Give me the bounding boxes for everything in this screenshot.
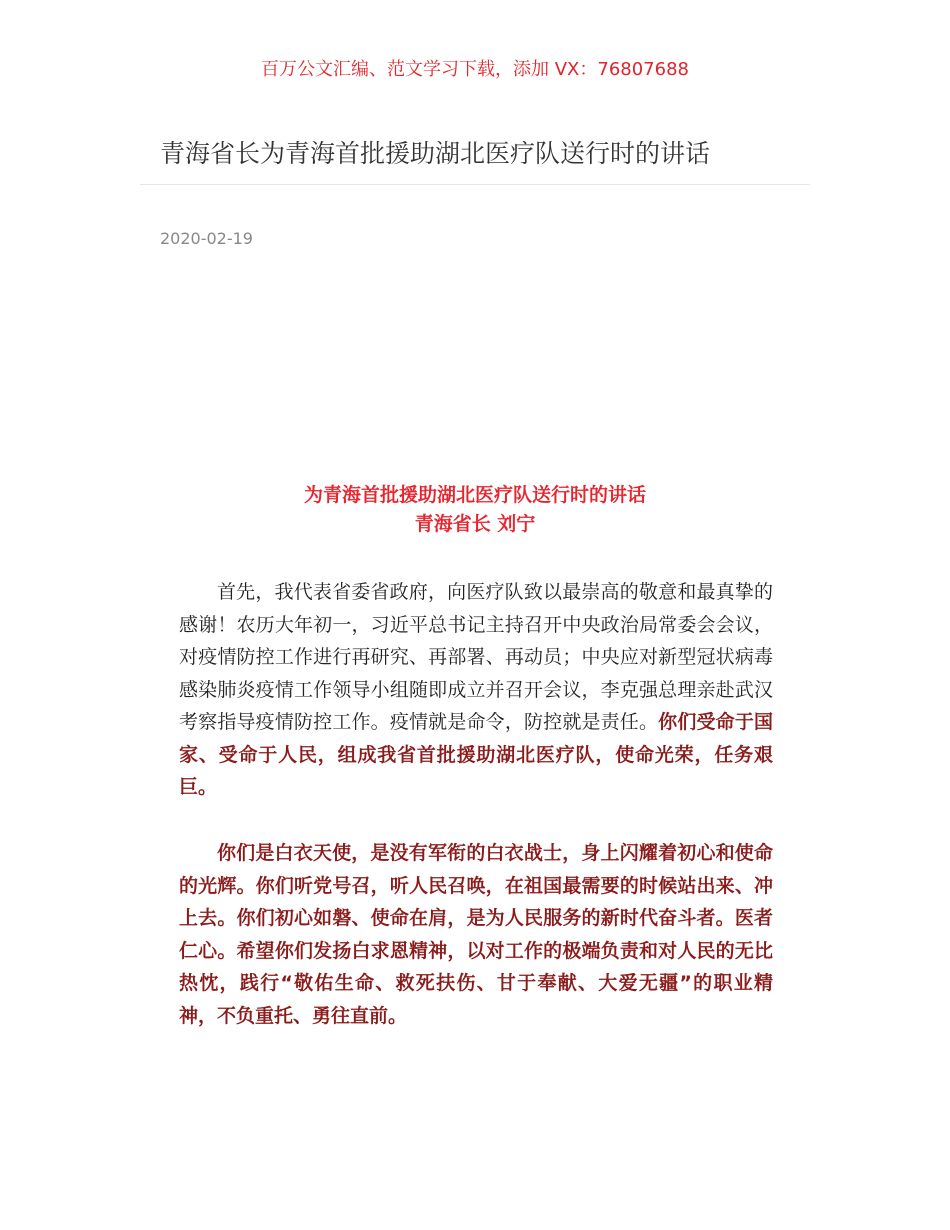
- article-date: 2020-02-19: [160, 229, 253, 248]
- speech-heading-block: [0, 481, 950, 539]
- paragraph-1-emphasis: 你们受命于国家、受命于人民，组成我省首批援助湖北医疗队，使命光荣，任务艰巨。: [179, 711, 773, 798]
- top-banner: 百万公文汇编、范文学习下载，添加 VX：76807688: [261, 59, 689, 80]
- paragraph-1-text: 首先，我代表省委省政府，向医疗队致以最崇高的敬意和最真挚的感谢！农历大年初一，习近平总书记主持召开中央政治局常委会会议，对疫情防控工作进行再研究、再部署、再动员；中央应对新型冠状病毒感染肺炎疫情工作领导小组随即成立并召开会议，李克强总理亲赴武汉考察指导疫情防控工作。疫情就是命令，防控就是责任。: [179, 581, 773, 733]
- speech-heading: 为青海首批援助湖北医疗队送行时的讲话: [303, 484, 646, 506]
- article-title: 青海省长为青海首批援助湖北医疗队送行时的讲话: [160, 139, 711, 168]
- speech-paragraph-2: [179, 837, 773, 1032]
- title-divider: [140, 184, 810, 185]
- speech-speaker: 青海省长 刘宁: [414, 513, 536, 535]
- paragraph-2-emphasis: 你们是白衣天使，是没有军衔的白衣战士，身上闪耀着初心和使命的光辉。你们听党号召，听人民召唤，在祖国最需要的时候站出来、冲上去。你们初心如磐、使命在肩，是为人民服务的新时代奋斗者。医者仁心。希望你们发扬白求恩精神，以对工作的极端负责和对人民的无比热忱，践行“敬佑生命、救死扶伤、甘于奉献、大爱无疆”的职业精神，不负重托、勇往直前。: [179, 842, 773, 1027]
- speech-paragraph-1: [179, 576, 773, 804]
